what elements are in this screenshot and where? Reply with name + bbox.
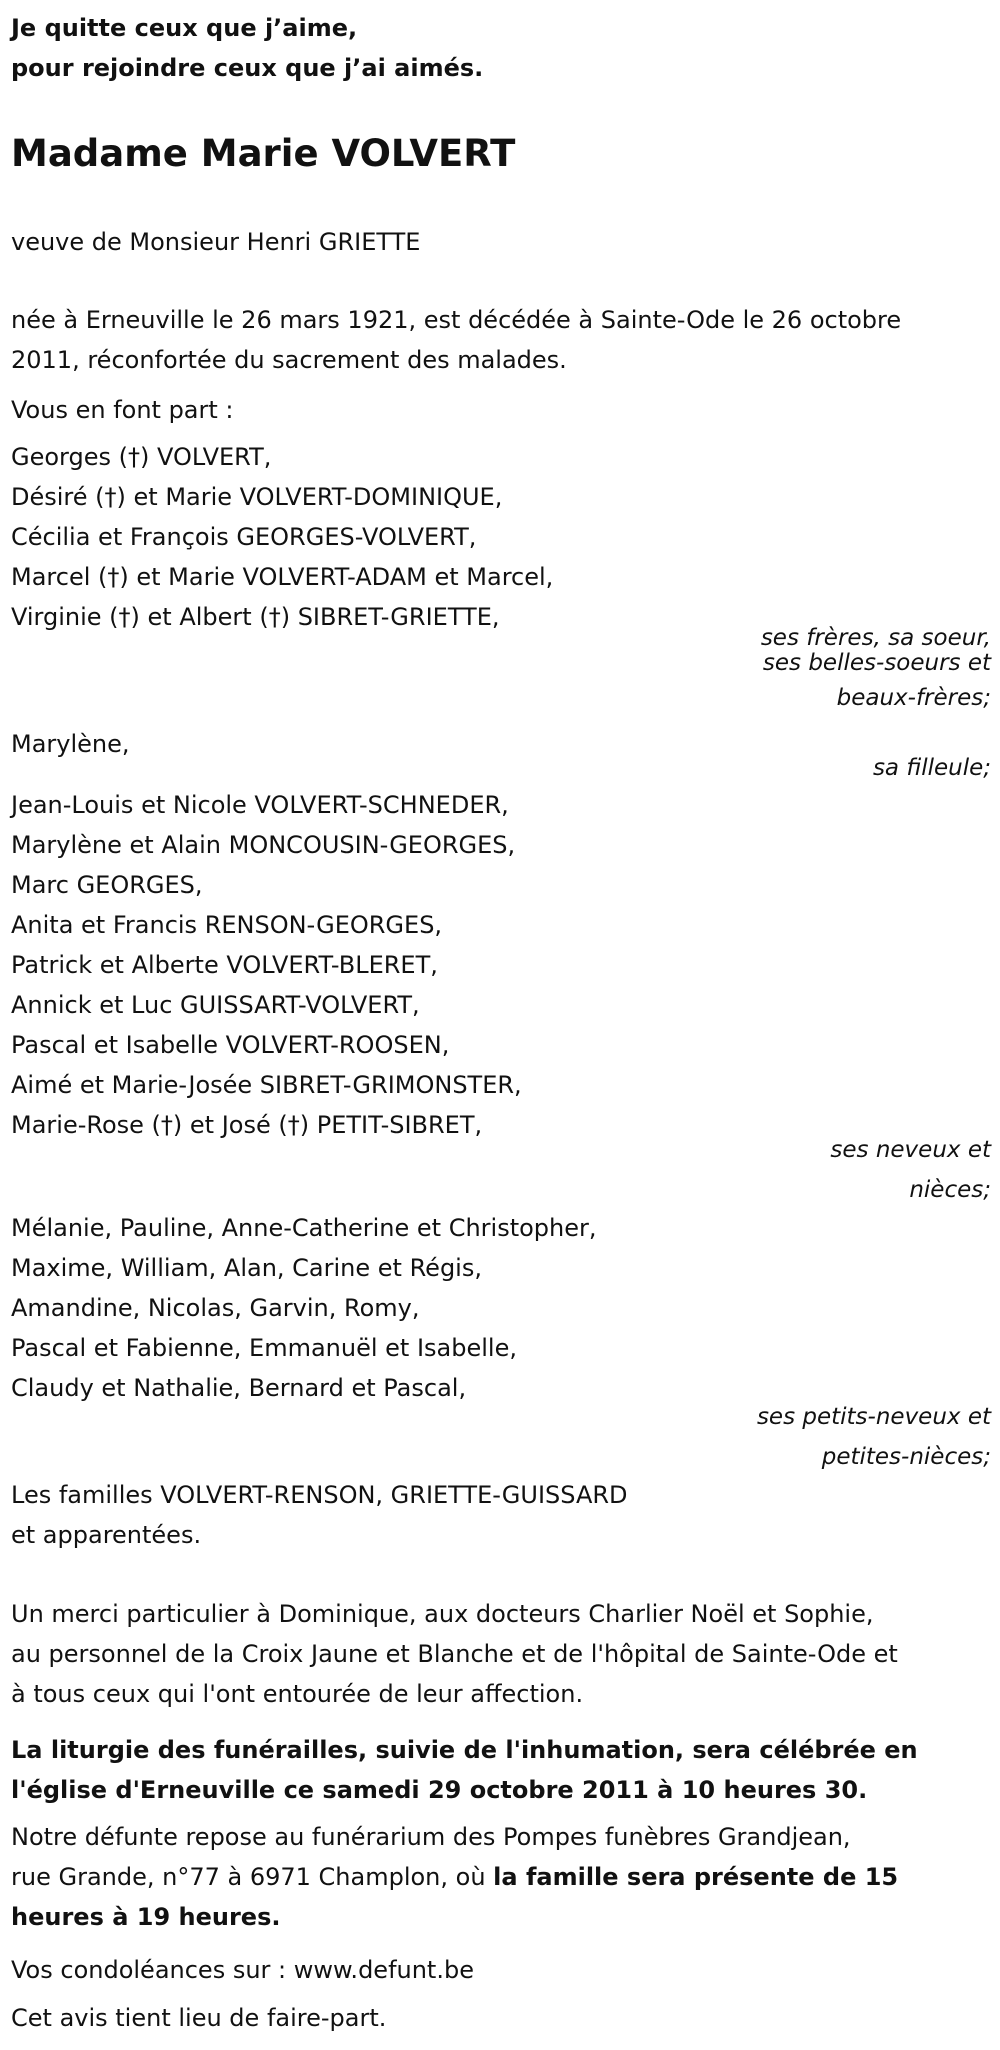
condolences-line: Vos condoléances sur : www.defunt.be <box>11 1956 474 1984</box>
relation-line: nièces; <box>909 1177 991 1203</box>
grandnephews-list <box>11 1208 597 1408</box>
list-item: Marylène et Alain MONCOUSIN-GEORGES, <box>11 831 516 859</box>
relation-line: ses neveux et <box>830 1137 991 1163</box>
text-line: à tous ceux qui l'ont entourée de leur affection. <box>11 1680 584 1708</box>
birth-death-paragraph <box>11 300 901 380</box>
text-bold: la famille sera présente de 15 <box>493 1863 899 1891</box>
text-line: Les familles VOLVERT-RENSON, GRIETTE-GUISSARD <box>11 1481 628 1509</box>
epitaph-line: pour rejoindre ceux que j’ai aimés. <box>11 54 484 82</box>
list-item: Virginie (†) et Albert (†) SIBRET-GRIETTE, <box>11 603 500 631</box>
list-item: Georges (†) VOLVERT, <box>11 443 272 471</box>
siblings-relation <box>391 626 991 715</box>
families <box>11 1475 628 1555</box>
text-line: Un merci particulier à Dominique, aux docteurs Charlier Noël et Sophie, <box>11 1600 874 1628</box>
liturgy-paragraph <box>11 1730 918 1810</box>
list-item: Marie-Rose (†) et José (†) PETIT-SIBRET, <box>11 1111 483 1139</box>
nephews-relation <box>391 1130 991 1210</box>
text-line <box>11 1857 898 1897</box>
nephews-list <box>11 785 522 1145</box>
thanks-paragraph <box>11 1594 898 1714</box>
closing-line: Cet avis tient lieu de faire-part. <box>11 2004 387 2032</box>
relation-line: ses belles-soeurs et <box>762 650 991 676</box>
announce-line: Vous en font part : <box>11 396 234 424</box>
resting-paragraph <box>11 1817 898 1937</box>
siblings-list <box>11 437 553 637</box>
list-item: Pascal et Fabienne, Emmanuël et Isabelle, <box>11 1334 517 1362</box>
list-item: Marylène, <box>11 730 130 758</box>
relation-line: ses frères, sa soeur, <box>760 625 991 651</box>
grandnephews-relation <box>391 1397 991 1477</box>
deceased-name: Madame Marie VOLVERT <box>11 132 516 175</box>
epitaph-line: Je quitte ceux que j’aime, <box>11 14 358 42</box>
list-item: Cécilia et François GEORGES-VOLVERT, <box>11 523 477 551</box>
text-line: La liturgie des funérailles, suivie de l'inhumation, sera célébrée en <box>11 1736 918 1764</box>
list-item: Annick et Luc GUISSART-VOLVERT, <box>11 991 420 1019</box>
list-item: Désiré (†) et Marie VOLVERT-DOMINIQUE, <box>11 483 503 511</box>
text-line: née à Erneuville le 26 mars 1921, est décédée à Sainte-Ode le 26 octobre <box>11 306 902 334</box>
list-item: Jean-Louis et Nicole VOLVERT-SCHNEDER, <box>11 791 509 819</box>
text-line: et apparentées. <box>11 1521 202 1549</box>
relation-line: petites-nièces; <box>821 1444 991 1470</box>
text-line: au personnel de la Croix Jaune et Blanche et de l'hôpital de Sainte-Ode et <box>11 1640 898 1668</box>
epitaph <box>11 8 483 88</box>
list-item: Claudy et Nathalie, Bernard et Pascal, <box>11 1374 467 1402</box>
text-plain: rue Grande, n°77 à 6971 Champlon, où <box>11 1863 494 1891</box>
list-item: Patrick et Alberte VOLVERT-BLERET, <box>11 951 438 979</box>
spouse-line: veuve de Monsieur Henri GRIETTE <box>11 228 421 256</box>
list-item: Maxime, William, Alan, Carine et Régis, <box>11 1254 482 1282</box>
list-item: Amandine, Nicolas, Garvin, Romy, <box>11 1294 420 1322</box>
list-item: Pascal et Isabelle VOLVERT-ROOSEN, <box>11 1031 450 1059</box>
relation-line: beaux-frères; <box>836 685 991 711</box>
text-line: heures à 19 heures. <box>11 1903 281 1931</box>
text-line: 2011, réconfortée du sacrement des malades. <box>11 346 567 374</box>
list-item: Anita et Francis RENSON-GEORGES, <box>11 911 443 939</box>
goddaughter-relation: sa filleule; <box>872 755 991 781</box>
list-item: Marc GEORGES, <box>11 871 203 899</box>
relation-line: ses petits-neveux et <box>756 1404 991 1430</box>
text-line: l'église d'Erneuville ce samedi 29 octobre 2011 à 10 heures 30. <box>11 1776 868 1804</box>
list-item: Marcel (†) et Marie VOLVERT-ADAM et Marcel, <box>11 563 554 591</box>
text-line: Notre défunte repose au funérarium des Pompes funèbres Grandjean, <box>11 1823 851 1851</box>
list-item: Aimé et Marie-Josée SIBRET-GRIMONSTER, <box>11 1071 522 1099</box>
list-item: Mélanie, Pauline, Anne-Catherine et Christopher, <box>11 1214 597 1242</box>
